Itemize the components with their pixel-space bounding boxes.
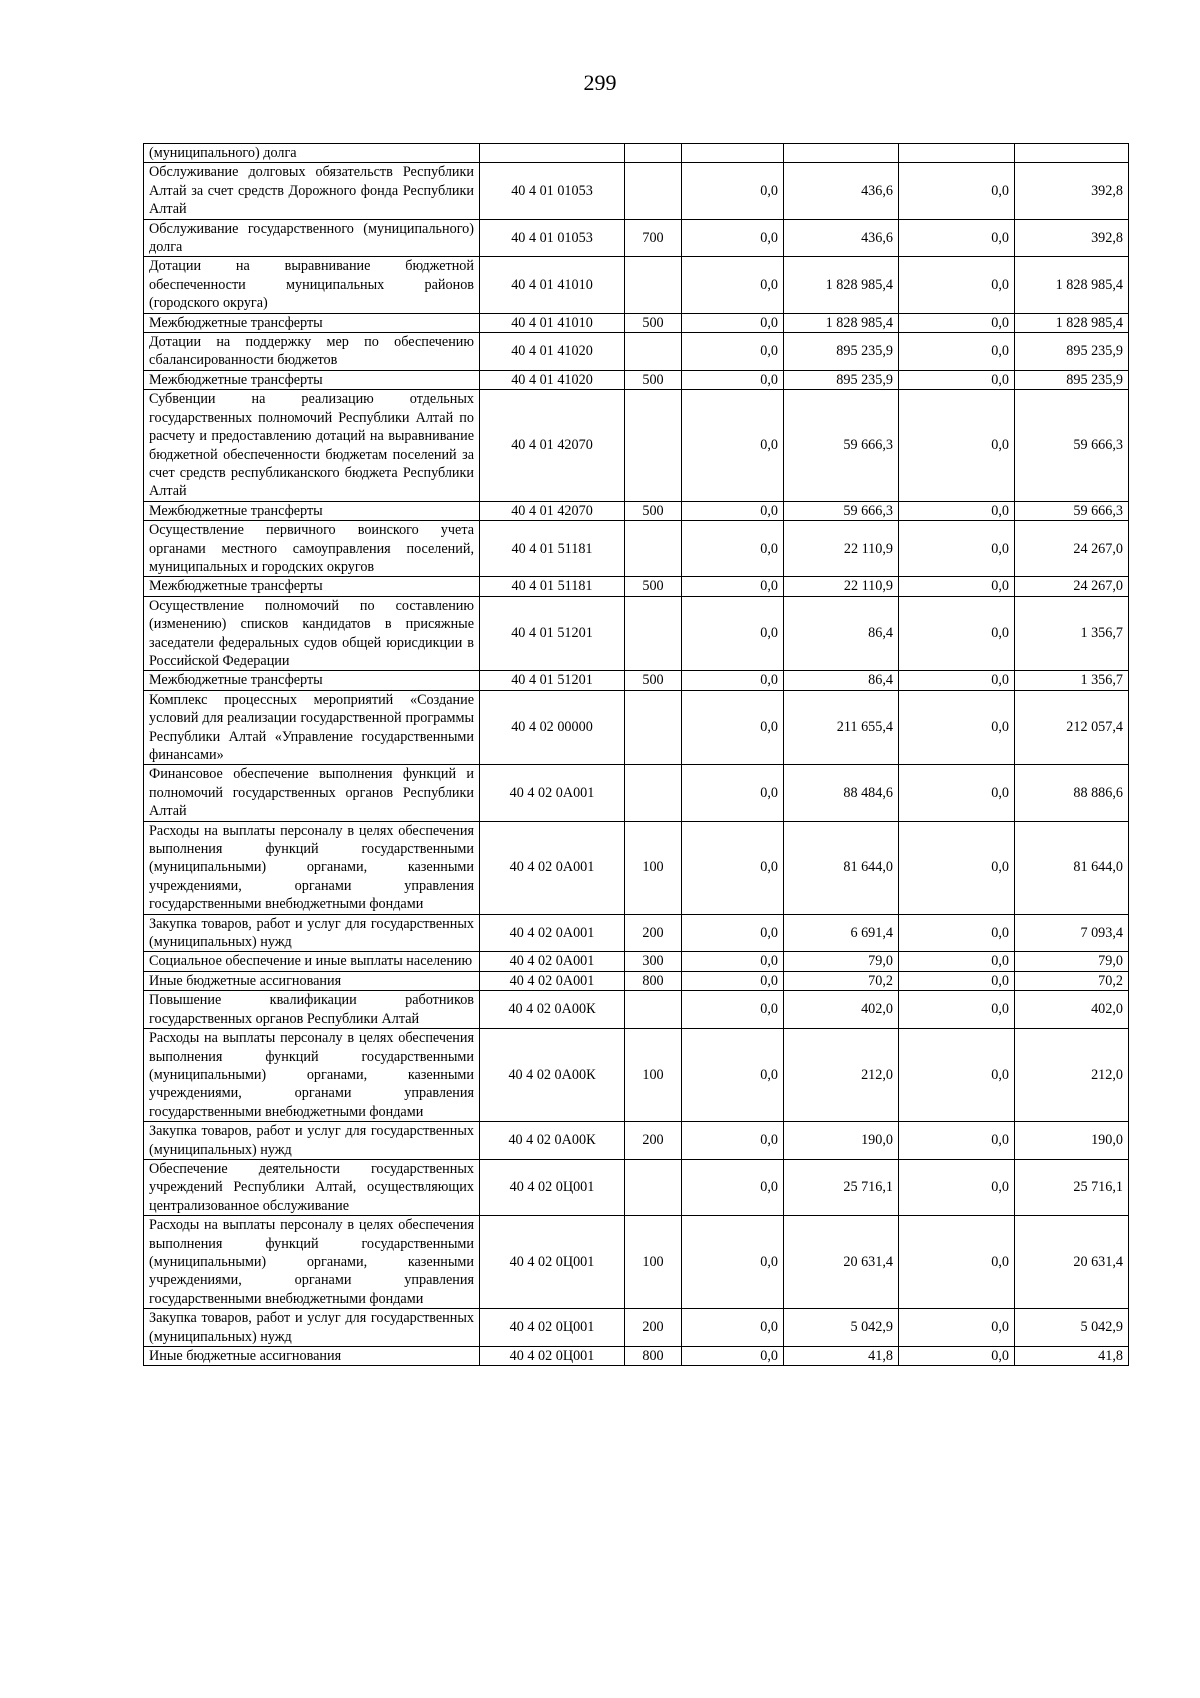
table-row [144, 521, 1129, 577]
value-4-cell: 1 828 985,4 [1015, 257, 1129, 313]
value-2-cell: 88 484,6 [784, 765, 899, 821]
value-1-cell: 0,0 [682, 521, 784, 577]
target-code-cell: 40 4 01 01053 [480, 163, 625, 219]
expense-type-cell [625, 521, 682, 577]
expense-type-cell: 100 [625, 1029, 682, 1122]
row-name-cell: Осуществление первичного воинского учета органами местного самоуправления поселений, муниципальных и городских округов [144, 521, 480, 577]
value-2-cell: 70,2 [784, 971, 899, 990]
expense-type-cell: 300 [625, 952, 682, 971]
table-row [144, 690, 1129, 765]
value-2-cell: 22 110,9 [784, 521, 899, 577]
row-name-cell: Иные бюджетные ассигнования [144, 971, 480, 990]
value-1-cell: 0,0 [682, 765, 784, 821]
expense-type-cell: 200 [625, 914, 682, 952]
expense-type-cell: 100 [625, 821, 682, 914]
table-row [144, 596, 1129, 671]
row-name-cell: Закупка товаров, работ и услуг для государственных (муниципальных) нужд [144, 1122, 480, 1160]
expense-type-cell: 500 [625, 313, 682, 332]
row-name-cell: Обслуживание долговых обязательств Республики Алтай за счет средств Дорожного фонда Республики Алтай [144, 163, 480, 219]
value-3-cell: 0,0 [899, 163, 1015, 219]
value-4-cell: 895 235,9 [1015, 333, 1129, 371]
value-4-cell: 212,0 [1015, 1029, 1129, 1122]
row-name-cell: (муниципального) долга [144, 144, 480, 163]
value-1-cell: 0,0 [682, 577, 784, 596]
expense-type-cell [625, 390, 682, 501]
value-2-cell: 25 716,1 [784, 1159, 899, 1215]
row-name-cell: Закупка товаров, работ и услуг для государственных (муниципальных) нужд [144, 1309, 480, 1347]
target-code-cell: 40 4 01 51201 [480, 671, 625, 690]
value-3-cell: 0,0 [899, 1309, 1015, 1347]
table-row [144, 1347, 1129, 1366]
value-1-cell: 0,0 [682, 219, 784, 257]
value-2-cell: 211 655,4 [784, 690, 899, 765]
value-2-cell: 436,6 [784, 163, 899, 219]
table-row [144, 971, 1129, 990]
target-code-cell: 40 4 01 42070 [480, 501, 625, 520]
value-3-cell: 0,0 [899, 690, 1015, 765]
value-1-cell: 0,0 [682, 370, 784, 389]
value-3-cell: 0,0 [899, 333, 1015, 371]
row-name-cell: Межбюджетные трансферты [144, 671, 480, 690]
value-3-cell: 0,0 [899, 501, 1015, 520]
expense-type-cell [625, 991, 682, 1029]
target-code-cell: 40 4 02 0А001 [480, 914, 625, 952]
target-code-cell: 40 4 02 0Ц001 [480, 1347, 625, 1366]
value-2-cell: 402,0 [784, 991, 899, 1029]
target-code-cell: 40 4 01 41020 [480, 333, 625, 371]
value-1-cell: 0,0 [682, 1029, 784, 1122]
value-3-cell: 0,0 [899, 991, 1015, 1029]
value-3-cell: 0,0 [899, 765, 1015, 821]
table-row [144, 390, 1129, 501]
value-3-cell [899, 144, 1015, 163]
value-2-cell: 86,4 [784, 671, 899, 690]
value-4-cell: 79,0 [1015, 952, 1129, 971]
target-code-cell: 40 4 02 0А00К [480, 1029, 625, 1122]
expense-type-cell: 800 [625, 971, 682, 990]
row-name-cell: Субвенции на реализацию отдельных государственных полномочий Республики Алтай по расчету и предоставлению дотаций на выравнивание бюджетной обеспеченности бюджетам поселений за счет средств республиканского бюджета Республики Алтай [144, 390, 480, 501]
table-row [144, 821, 1129, 914]
table-row [144, 144, 1129, 163]
value-3-cell: 0,0 [899, 971, 1015, 990]
table-row [144, 1122, 1129, 1160]
table-row [144, 313, 1129, 332]
value-1-cell: 0,0 [682, 971, 784, 990]
expense-type-cell [625, 163, 682, 219]
value-1-cell: 0,0 [682, 1309, 784, 1347]
value-4-cell: 5 042,9 [1015, 1309, 1129, 1347]
target-code-cell: 40 4 01 41010 [480, 313, 625, 332]
expense-type-cell: 500 [625, 577, 682, 596]
value-3-cell: 0,0 [899, 596, 1015, 671]
value-3-cell: 0,0 [899, 671, 1015, 690]
target-code-cell: 40 4 02 0Ц001 [480, 1216, 625, 1309]
value-4-cell: 402,0 [1015, 991, 1129, 1029]
target-code-cell: 40 4 01 51181 [480, 577, 625, 596]
row-name-cell: Обеспечение деятельности государственных учреждений Республики Алтай, осуществляющих централизованное обслуживание [144, 1159, 480, 1215]
target-code-cell: 40 4 01 42070 [480, 390, 625, 501]
row-name-cell: Социальное обеспечение и иные выплаты населению [144, 952, 480, 971]
value-4-cell: 7 093,4 [1015, 914, 1129, 952]
value-4-cell: 25 716,1 [1015, 1159, 1129, 1215]
expense-type-cell [625, 333, 682, 371]
target-code-cell: 40 4 02 0А001 [480, 971, 625, 990]
value-3-cell: 0,0 [899, 370, 1015, 389]
expense-type-cell: 500 [625, 501, 682, 520]
value-2-cell: 22 110,9 [784, 577, 899, 596]
value-2-cell: 59 666,3 [784, 390, 899, 501]
page-number: 299 [583, 70, 617, 95]
table-row [144, 1216, 1129, 1309]
value-1-cell: 0,0 [682, 1216, 784, 1309]
value-3-cell: 0,0 [899, 952, 1015, 971]
row-name-cell: Комплекс процессных мероприятий «Создание условий для реализации государственной программы Республики Алтай «Управление государственными финансами» [144, 690, 480, 765]
value-4-cell: 1 828 985,4 [1015, 313, 1129, 332]
value-3-cell: 0,0 [899, 1159, 1015, 1215]
value-2-cell: 6 691,4 [784, 914, 899, 952]
value-1-cell: 0,0 [682, 1122, 784, 1160]
expense-type-cell: 200 [625, 1122, 682, 1160]
row-name-cell: Расходы на выплаты персоналу в целях обеспечения выполнения функций государственными (муниципальными) органами, казенными учреждениями, органами управления государственными внебюджетными фондами [144, 1216, 480, 1309]
target-code-cell: 40 4 01 51201 [480, 596, 625, 671]
value-1-cell: 0,0 [682, 501, 784, 520]
expense-type-cell: 500 [625, 671, 682, 690]
target-code-cell [480, 144, 625, 163]
value-3-cell: 0,0 [899, 577, 1015, 596]
value-2-cell: 436,6 [784, 219, 899, 257]
expense-type-cell [625, 765, 682, 821]
table-row [144, 577, 1129, 596]
row-name-cell: Дотации на выравнивание бюджетной обеспеченности муниципальных районов (городского округа) [144, 257, 480, 313]
value-2-cell: 81 644,0 [784, 821, 899, 914]
table-row [144, 219, 1129, 257]
target-code-cell: 40 4 02 0А00К [480, 991, 625, 1029]
value-2-cell: 190,0 [784, 1122, 899, 1160]
row-name-cell: Иные бюджетные ассигнования [144, 1347, 480, 1366]
expense-type-cell [625, 257, 682, 313]
value-2-cell: 1 828 985,4 [784, 257, 899, 313]
value-4-cell: 392,8 [1015, 219, 1129, 257]
row-name-cell: Расходы на выплаты персоналу в целях обеспечения выполнения функций государственными (муниципальными) органами, казенными учреждениями, органами управления государственными внебюджетными фондами [144, 1029, 480, 1122]
value-4-cell: 88 886,6 [1015, 765, 1129, 821]
table-row [144, 914, 1129, 952]
table-row [144, 991, 1129, 1029]
expense-type-cell [625, 144, 682, 163]
value-4-cell: 81 644,0 [1015, 821, 1129, 914]
table-row [144, 1159, 1129, 1215]
expense-type-cell [625, 596, 682, 671]
value-1-cell: 0,0 [682, 257, 784, 313]
row-name-cell: Осуществление полномочий по составлению (изменению) списков кандидатов в присяжные заседатели федеральных судов общей юрисдикции в Российской Федерации [144, 596, 480, 671]
target-code-cell: 40 4 02 00000 [480, 690, 625, 765]
value-1-cell: 0,0 [682, 1347, 784, 1366]
value-3-cell: 0,0 [899, 257, 1015, 313]
row-name-cell: Закупка товаров, работ и услуг для государственных (муниципальных) нужд [144, 914, 480, 952]
target-code-cell: 40 4 02 0Ц001 [480, 1309, 625, 1347]
expense-type-cell: 200 [625, 1309, 682, 1347]
row-name-cell: Межбюджетные трансферты [144, 313, 480, 332]
target-code-cell: 40 4 01 41020 [480, 370, 625, 389]
value-2-cell: 895 235,9 [784, 370, 899, 389]
value-4-cell: 24 267,0 [1015, 521, 1129, 577]
value-2-cell [784, 144, 899, 163]
expense-type-cell: 700 [625, 219, 682, 257]
table-row [144, 671, 1129, 690]
table-row [144, 163, 1129, 219]
expense-type-cell [625, 690, 682, 765]
value-2-cell: 79,0 [784, 952, 899, 971]
value-1-cell: 0,0 [682, 1159, 784, 1215]
value-4-cell: 20 631,4 [1015, 1216, 1129, 1309]
target-code-cell: 40 4 01 51181 [480, 521, 625, 577]
target-code-cell: 40 4 02 0А001 [480, 765, 625, 821]
value-3-cell: 0,0 [899, 1029, 1015, 1122]
value-1-cell: 0,0 [682, 333, 784, 371]
value-1-cell [682, 144, 784, 163]
value-3-cell: 0,0 [899, 914, 1015, 952]
target-code-cell: 40 4 02 0А00К [480, 1122, 625, 1160]
target-code-cell: 40 4 02 0А001 [480, 952, 625, 971]
budget-table [143, 143, 1129, 1366]
table-row [144, 501, 1129, 520]
table-row [144, 257, 1129, 313]
row-name-cell: Повышение квалификации работников государственных органов Республики Алтай [144, 991, 480, 1029]
value-4-cell: 392,8 [1015, 163, 1129, 219]
value-1-cell: 0,0 [682, 671, 784, 690]
value-1-cell: 0,0 [682, 914, 784, 952]
value-3-cell: 0,0 [899, 1216, 1015, 1309]
value-2-cell: 212,0 [784, 1029, 899, 1122]
value-1-cell: 0,0 [682, 821, 784, 914]
expense-type-cell [625, 1159, 682, 1215]
table-row [144, 1029, 1129, 1122]
expense-type-cell: 100 [625, 1216, 682, 1309]
value-3-cell: 0,0 [899, 521, 1015, 577]
target-code-cell: 40 4 02 0А001 [480, 821, 625, 914]
expense-type-cell: 800 [625, 1347, 682, 1366]
table-row [144, 333, 1129, 371]
value-4-cell: 1 356,7 [1015, 596, 1129, 671]
value-1-cell: 0,0 [682, 163, 784, 219]
value-2-cell: 86,4 [784, 596, 899, 671]
row-name-cell: Обслуживание государственного (муниципального) долга [144, 219, 480, 257]
value-1-cell: 0,0 [682, 952, 784, 971]
value-2-cell: 59 666,3 [784, 501, 899, 520]
value-1-cell: 0,0 [682, 690, 784, 765]
value-1-cell: 0,0 [682, 390, 784, 501]
value-4-cell: 70,2 [1015, 971, 1129, 990]
target-code-cell: 40 4 02 0Ц001 [480, 1159, 625, 1215]
value-1-cell: 0,0 [682, 596, 784, 671]
table-row [144, 370, 1129, 389]
target-code-cell: 40 4 01 41010 [480, 257, 625, 313]
value-4-cell: 212 057,4 [1015, 690, 1129, 765]
value-2-cell: 5 042,9 [784, 1309, 899, 1347]
value-4-cell: 895 235,9 [1015, 370, 1129, 389]
value-3-cell: 0,0 [899, 219, 1015, 257]
table-row [144, 952, 1129, 971]
value-1-cell: 0,0 [682, 313, 784, 332]
row-name-cell: Расходы на выплаты персоналу в целях обеспечения выполнения функций государственными (муниципальными) органами, казенными учреждениями, органами управления государственными внебюджетными фондами [144, 821, 480, 914]
value-4-cell: 59 666,3 [1015, 390, 1129, 501]
row-name-cell: Дотации на поддержку мер по обеспечению сбалансированности бюджетов [144, 333, 480, 371]
value-2-cell: 1 828 985,4 [784, 313, 899, 332]
table-row [144, 1309, 1129, 1347]
value-4-cell: 59 666,3 [1015, 501, 1129, 520]
table-row [144, 765, 1129, 821]
value-1-cell: 0,0 [682, 991, 784, 1029]
value-3-cell: 0,0 [899, 821, 1015, 914]
expense-type-cell: 500 [625, 370, 682, 389]
value-3-cell: 0,0 [899, 1347, 1015, 1366]
value-2-cell: 41,8 [784, 1347, 899, 1366]
row-name-cell: Межбюджетные трансферты [144, 370, 480, 389]
value-4-cell [1015, 144, 1129, 163]
value-4-cell: 190,0 [1015, 1122, 1129, 1160]
value-3-cell: 0,0 [899, 390, 1015, 501]
target-code-cell: 40 4 01 01053 [480, 219, 625, 257]
value-3-cell: 0,0 [899, 1122, 1015, 1160]
value-2-cell: 20 631,4 [784, 1216, 899, 1309]
value-2-cell: 895 235,9 [784, 333, 899, 371]
row-name-cell: Межбюджетные трансферты [144, 501, 480, 520]
budget-table-body [144, 144, 1129, 1366]
value-3-cell: 0,0 [899, 313, 1015, 332]
row-name-cell: Финансовое обеспечение выполнения функций и полномочий государственных органов Республики Алтай [144, 765, 480, 821]
row-name-cell: Межбюджетные трансферты [144, 577, 480, 596]
value-4-cell: 24 267,0 [1015, 577, 1129, 596]
value-4-cell: 1 356,7 [1015, 671, 1129, 690]
value-4-cell: 41,8 [1015, 1347, 1129, 1366]
